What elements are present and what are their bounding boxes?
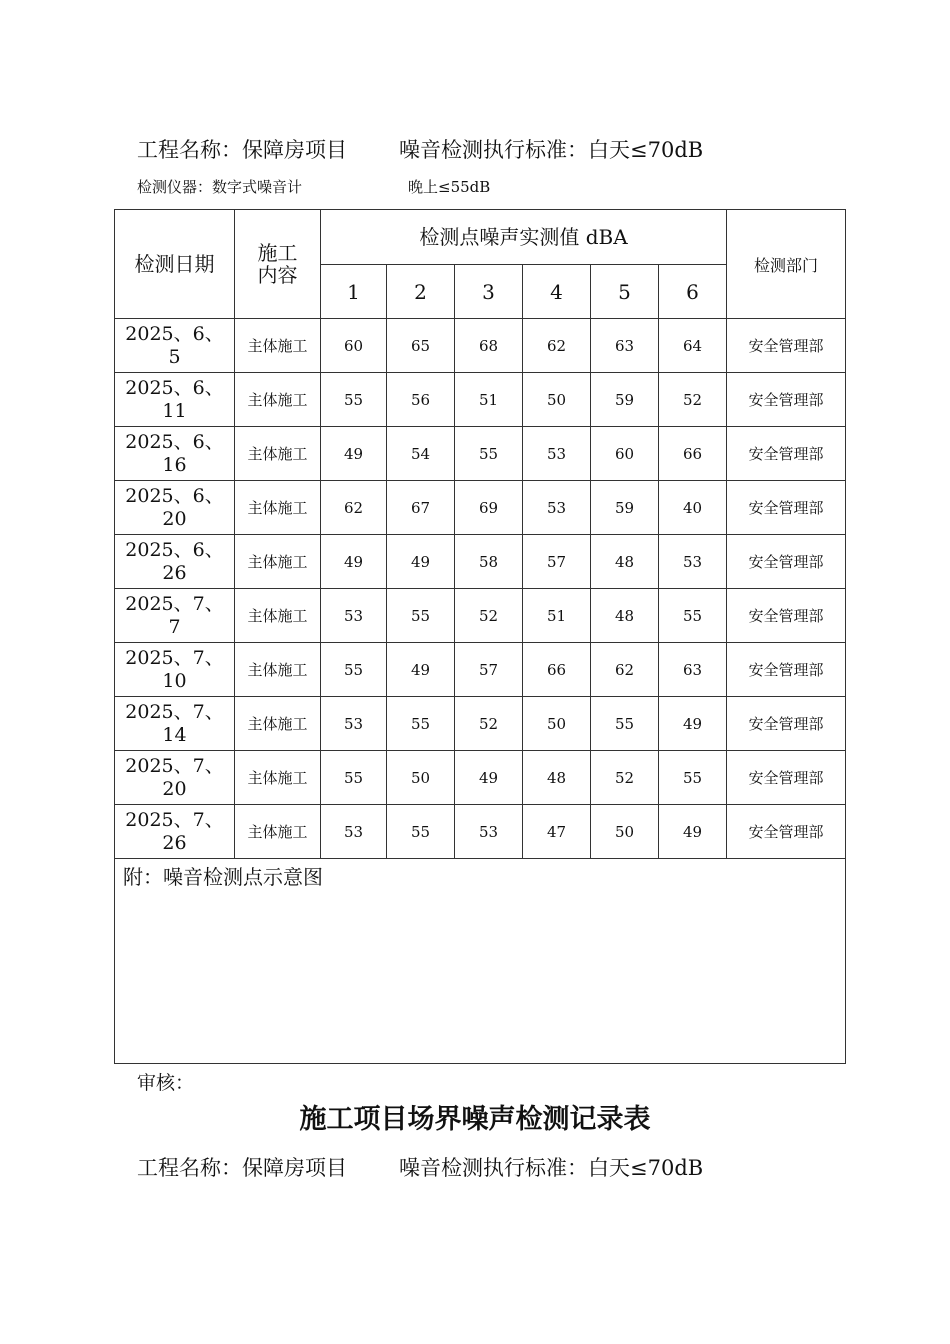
instrument: 检测仪器：数字式噪音计 bbox=[137, 178, 303, 196]
content-cell: 主体施工 bbox=[235, 751, 321, 805]
point-header: 2 bbox=[387, 265, 455, 319]
value-cell: 50 bbox=[387, 751, 455, 805]
value-cell: 49 bbox=[387, 535, 455, 589]
date-cell: 2025、7、 26 bbox=[115, 805, 235, 859]
dept-cell: 安全管理部 bbox=[727, 697, 846, 751]
value-cell: 55 bbox=[455, 427, 523, 481]
value-cell: 48 bbox=[591, 535, 659, 589]
content-cell: 主体施工 bbox=[235, 589, 321, 643]
value-cell: 53 bbox=[321, 589, 387, 643]
content-cell: 主体施工 bbox=[235, 481, 321, 535]
value-cell: 67 bbox=[387, 481, 455, 535]
date-cell: 2025、6、 26 bbox=[115, 535, 235, 589]
value-cell: 55 bbox=[659, 589, 727, 643]
value-cell: 52 bbox=[455, 589, 523, 643]
value-cell: 50 bbox=[523, 373, 591, 427]
review-label: 审核： bbox=[137, 1072, 195, 1094]
value-cell: 49 bbox=[659, 805, 727, 859]
table-row bbox=[115, 643, 846, 697]
value-cell: 60 bbox=[591, 427, 659, 481]
value-cell: 52 bbox=[455, 697, 523, 751]
value-cell: 50 bbox=[591, 805, 659, 859]
value-cell: 55 bbox=[321, 751, 387, 805]
dept-cell: 安全管理部 bbox=[727, 319, 846, 373]
appendix-row bbox=[115, 859, 846, 1064]
project-name: 工程名称：保障房项目 bbox=[137, 138, 347, 162]
noise-record-table bbox=[114, 209, 846, 1064]
value-cell: 56 bbox=[387, 373, 455, 427]
noise-standard: 噪音检测执行标准：白天≤70dB bbox=[399, 138, 704, 162]
dept-cell: 安全管理部 bbox=[727, 643, 846, 697]
date-cell: 2025、7、 20 bbox=[115, 751, 235, 805]
value-cell: 51 bbox=[523, 589, 591, 643]
value-cell: 53 bbox=[523, 481, 591, 535]
date-cell: 2025、6、 5 bbox=[115, 319, 235, 373]
value-cell: 40 bbox=[659, 481, 727, 535]
value-cell: 52 bbox=[659, 373, 727, 427]
footer-header-line bbox=[137, 1152, 703, 1182]
value-cell: 62 bbox=[321, 481, 387, 535]
noise-standard: 噪音检测执行标准：白天≤70dB bbox=[399, 1156, 704, 1180]
value-cell: 55 bbox=[321, 373, 387, 427]
dept-cell: 安全管理部 bbox=[727, 373, 846, 427]
dept-cell: 安全管理部 bbox=[727, 751, 846, 805]
value-cell: 50 bbox=[523, 697, 591, 751]
value-cell: 52 bbox=[591, 751, 659, 805]
next-page-title: 施工项目场界噪声检测记录表 bbox=[299, 1104, 651, 1135]
table-row bbox=[115, 697, 846, 751]
table-row bbox=[115, 589, 846, 643]
value-cell: 64 bbox=[659, 319, 727, 373]
col-dept-header: 检测部门 bbox=[727, 210, 846, 319]
value-cell: 57 bbox=[523, 535, 591, 589]
value-cell: 55 bbox=[387, 697, 455, 751]
date-cell: 2025、7、 7 bbox=[115, 589, 235, 643]
header-line-2 bbox=[137, 176, 490, 197]
value-cell: 55 bbox=[387, 589, 455, 643]
col-content-header: 施工 内容 bbox=[235, 210, 321, 319]
value-cell: 65 bbox=[387, 319, 455, 373]
value-cell: 53 bbox=[455, 805, 523, 859]
value-cell: 55 bbox=[321, 643, 387, 697]
header-row-1 bbox=[115, 210, 846, 265]
value-cell: 53 bbox=[321, 805, 387, 859]
table-row bbox=[115, 373, 846, 427]
value-cell: 59 bbox=[591, 481, 659, 535]
table-row bbox=[115, 427, 846, 481]
col-date-header: 检测日期 bbox=[115, 210, 235, 319]
value-cell: 62 bbox=[591, 643, 659, 697]
value-cell: 63 bbox=[659, 643, 727, 697]
dept-cell: 安全管理部 bbox=[727, 805, 846, 859]
value-cell: 55 bbox=[659, 751, 727, 805]
value-cell: 48 bbox=[523, 751, 591, 805]
point-header: 1 bbox=[321, 265, 387, 319]
value-cell: 57 bbox=[455, 643, 523, 697]
date-cell: 2025、6、 20 bbox=[115, 481, 235, 535]
content-cell: 主体施工 bbox=[235, 319, 321, 373]
table-row bbox=[115, 481, 846, 535]
value-cell: 49 bbox=[455, 751, 523, 805]
value-cell: 54 bbox=[387, 427, 455, 481]
value-cell: 55 bbox=[387, 805, 455, 859]
value-cell: 48 bbox=[591, 589, 659, 643]
content-cell: 主体施工 bbox=[235, 427, 321, 481]
value-cell: 49 bbox=[659, 697, 727, 751]
value-cell: 66 bbox=[659, 427, 727, 481]
value-cell: 63 bbox=[591, 319, 659, 373]
value-cell: 68 bbox=[455, 319, 523, 373]
point-header: 6 bbox=[659, 265, 727, 319]
value-cell: 53 bbox=[523, 427, 591, 481]
col-values-header: 检测点噪声实测值 dBA bbox=[321, 210, 727, 265]
dept-cell: 安全管理部 bbox=[727, 481, 846, 535]
dept-cell: 安全管理部 bbox=[727, 535, 846, 589]
value-cell: 47 bbox=[523, 805, 591, 859]
value-cell: 55 bbox=[591, 697, 659, 751]
table-row bbox=[115, 535, 846, 589]
value-cell: 62 bbox=[523, 319, 591, 373]
content-cell: 主体施工 bbox=[235, 535, 321, 589]
dept-cell: 安全管理部 bbox=[727, 589, 846, 643]
value-cell: 49 bbox=[387, 643, 455, 697]
content-cell: 主体施工 bbox=[235, 805, 321, 859]
value-cell: 53 bbox=[659, 535, 727, 589]
value-cell: 49 bbox=[321, 535, 387, 589]
content-cell: 主体施工 bbox=[235, 373, 321, 427]
header-line-1 bbox=[137, 134, 703, 164]
value-cell: 59 bbox=[591, 373, 659, 427]
content-cell: 主体施工 bbox=[235, 643, 321, 697]
value-cell: 60 bbox=[321, 319, 387, 373]
date-cell: 2025、6、 11 bbox=[115, 373, 235, 427]
value-cell: 49 bbox=[321, 427, 387, 481]
value-cell: 58 bbox=[455, 535, 523, 589]
value-cell: 53 bbox=[321, 697, 387, 751]
point-header: 3 bbox=[455, 265, 523, 319]
project-name: 工程名称：保障房项目 bbox=[137, 1156, 347, 1180]
appendix-cell: 附：噪音检测点示意图 bbox=[115, 859, 846, 1064]
value-cell: 69 bbox=[455, 481, 523, 535]
night-standard: 晚上≤55dB bbox=[408, 178, 491, 196]
table-row bbox=[115, 319, 846, 373]
content-cell: 主体施工 bbox=[235, 697, 321, 751]
value-cell: 51 bbox=[455, 373, 523, 427]
dept-cell: 安全管理部 bbox=[727, 427, 846, 481]
table-row bbox=[115, 805, 846, 859]
date-cell: 2025、7、 14 bbox=[115, 697, 235, 751]
point-header: 5 bbox=[591, 265, 659, 319]
point-header: 4 bbox=[523, 265, 591, 319]
table-row bbox=[115, 751, 846, 805]
date-cell: 2025、7、 10 bbox=[115, 643, 235, 697]
value-cell: 66 bbox=[523, 643, 591, 697]
date-cell: 2025、6、 16 bbox=[115, 427, 235, 481]
